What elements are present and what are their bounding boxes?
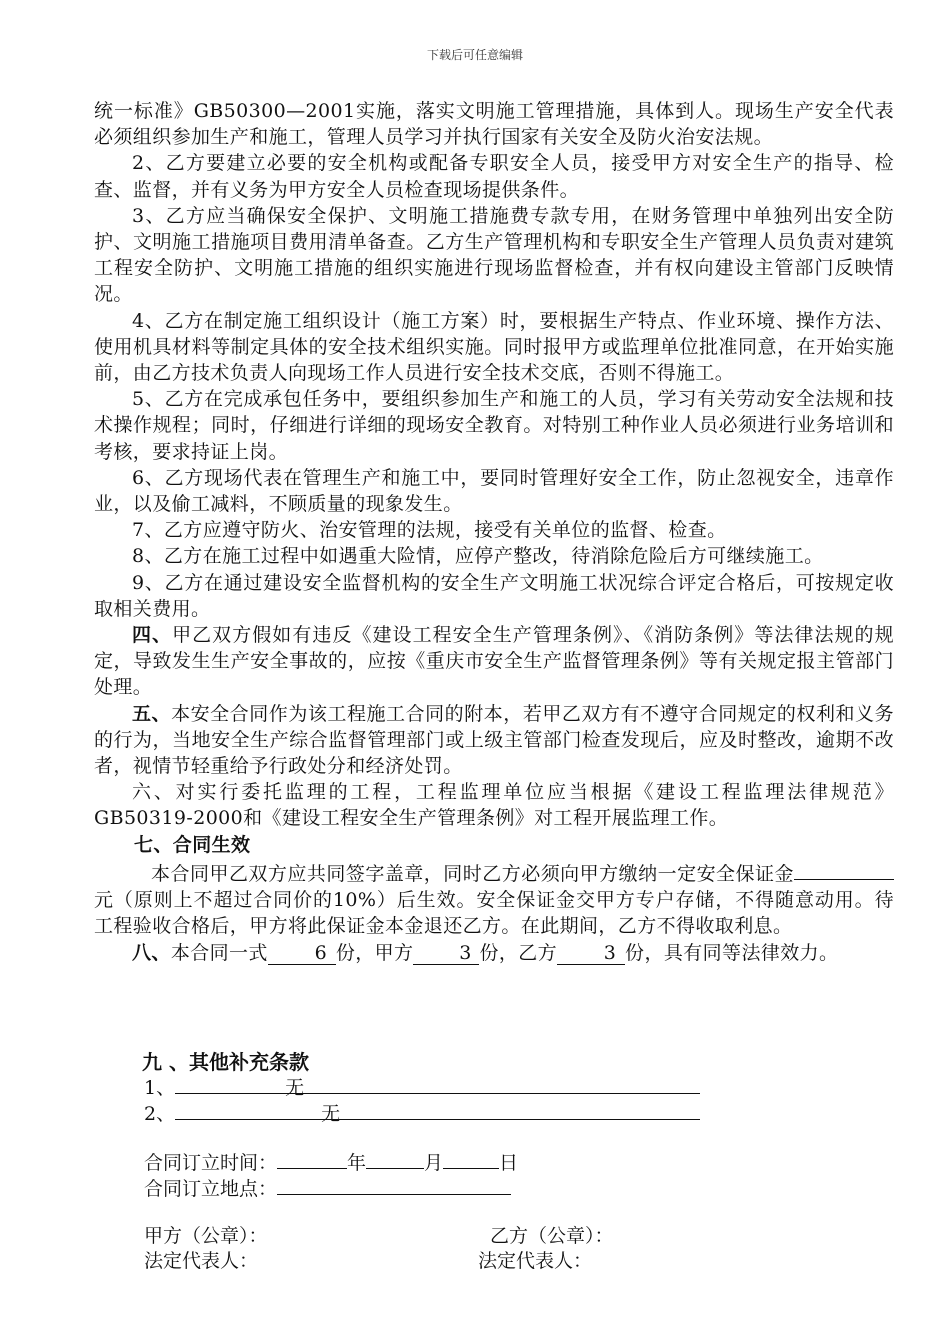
paragraph-item-9: 9、乙方在通过建设安全监督机构的安全生产文明施工状况综合评定合格后，可按规定收取相关费用。 <box>94 571 894 620</box>
supplement-item-2-line <box>175 1099 700 1125</box>
party-b-seal: 乙方（公章）： <box>490 1225 614 1247</box>
copies-text-c: 份，乙方 <box>479 941 558 964</box>
paragraph-standards: 统一标准》GB50300—2001实施，落实文明施工管理措施，具体到人。现场生产安全代表必须组织参加生产和施工，管理人员学习并执行国家有关安全及防火治安法规。 <box>94 100 894 149</box>
deposit-text-a: 本合同甲乙双方应共同签字盖章，同时乙方必须向甲方缴纳一定安全保证金 <box>151 862 794 885</box>
paragraph-section-5 <box>94 701 894 780</box>
deposit-text-b: 元（原则上不超过合同价的10%）后生效。安全保证金交甲方专户存储，不得随意动用。待工程验收合格后，甲方将此保证金本金退还乙方。在此期间，乙方不得收取利息。 <box>94 889 894 938</box>
month-label: 月 <box>424 1152 444 1174</box>
year-label: 年 <box>347 1152 367 1174</box>
copies-text-a: 本合同一式 <box>170 941 268 964</box>
party-a-seal: 甲方（公章）： <box>144 1225 268 1247</box>
paragraph-item-3: 3、乙方应当确保安全保护、文明施工措施费专款专用，在财务管理中单独列出安全防护、文明施工措施项目费用清单备查。乙方生产管理机构和专职安全生产管理人员负责对建筑工程安全防护、文明施工措施的组织实施进行现场监督检查，并有权向建设主管部门反映情况。 <box>94 204 894 306</box>
paragraph-item-8: 8、乙方在施工过程中如遇重大险情，应停产整改，待消除危险后方可继续施工。 <box>132 545 824 568</box>
paragraph-deposit <box>94 858 894 940</box>
supplement-item-1-label: 1、 <box>144 1077 176 1099</box>
section-4-number: 四、 <box>132 624 173 647</box>
section-4-text: 甲乙双方假如有违反《建设工程安全生产管理条例》、《消防条例》等法律法规的规定，导致发生生产安全事故的，应按《重庆市安全生产监督管理条例》等有关规定报主管部门处理。 <box>94 624 894 699</box>
supplement-item-1-line <box>175 1073 700 1099</box>
supplement-item-2 <box>144 1099 700 1126</box>
supplement-item-2-label: 2、 <box>144 1103 176 1125</box>
signing-time-label: 合同订立时间： <box>144 1152 278 1174</box>
party-a-representative: 法定代表人： <box>144 1250 259 1272</box>
signing-place-label: 合同订立地点： <box>144 1178 278 1200</box>
place-blank <box>277 1174 511 1195</box>
party-b-representative: 法定代表人： <box>478 1250 593 1272</box>
page-header: 下载后可任意编辑 <box>426 48 523 62</box>
supplement-item-1 <box>144 1073 700 1100</box>
signing-time-row <box>144 1148 518 1175</box>
section-5-text: 本安全合同作为该工程施工合同的附本，若甲乙双方有不遵守合同规定的权利和义务的行为，当地安全生产综合监督管理部门或上级主管部门检查发现后，应及时整改，逾期不改者，视情节轻重给予行政处分和经济处罚。 <box>94 702 894 778</box>
supplement-item-1-value: 无 <box>285 1077 305 1099</box>
party-b-copies: 3 <box>557 943 625 965</box>
supplement-item-2-value: 无 <box>321 1103 341 1125</box>
paragraph-item-4: 4、乙方在制定施工组织设计（施工方案）时，要根据生产特点、作业环境、操作方法、使用机具材料等制定具体的安全技术组织实施。同时报甲方或监理单位批准同意，在开始实施前，由乙方技术负责人向现场工作人员进行安全技术交底，否则不得施工。 <box>94 309 894 385</box>
paragraph-section-6: 六、对实行委托监理的工程，工程监理单位应当根据《建设工程监理法律规范》GB50319-2000和《建设工程安全生产管理条例》对工程开展监理工作。 <box>94 781 894 830</box>
section-8-number: 八、 <box>132 941 171 964</box>
section-7-heading: 七、合同生效 <box>134 833 251 856</box>
paragraph-item-2: 2、乙方要建立必要的安全机构或配备专职安全人员，接受甲方对安全生产的指导、检查、监督，并有义务为甲方安全人员检查现场提供条件。 <box>94 152 894 201</box>
month-blank <box>366 1148 424 1169</box>
section-5-number: 五、 <box>132 702 172 725</box>
day-label: 日 <box>499 1152 519 1174</box>
signing-place-row <box>144 1174 511 1201</box>
paragraph-section-4 <box>94 622 894 701</box>
contract-body <box>94 98 894 966</box>
copies-text-b: 份，甲方 <box>335 941 414 964</box>
paragraph-section-8 <box>94 940 894 966</box>
day-blank <box>443 1148 499 1169</box>
paragraph-item-7: 7、乙方应遵守防火、治安管理的法规，接受有关单位的监督、检查。 <box>132 519 727 542</box>
total-copies: 6 <box>268 943 336 965</box>
paragraph-item-6: 6、乙方现场代表在管理生产和施工中，要同时管理好安全工作，防止忽视安全，违章作业，以及偷工减料，不顾质量的现象发生。 <box>94 466 894 516</box>
section-9-heading: 九 、其他补充条款 <box>142 1050 309 1074</box>
copies-text-d: 份，具有同等法律效力。 <box>625 941 839 964</box>
paragraph-item-5: 5、乙方在完成承包任务中，要组织参加生产和施工的人员，学习有关劳动安全法规和技术操作规程；同时，仔细进行详细的现场安全教育。对特别工种作业人员必须进行业务培训和考核，要求持证上岗。 <box>94 388 894 463</box>
party-a-copies: 3 <box>413 943 479 965</box>
year-blank <box>277 1148 347 1169</box>
deposit-amount-blank <box>794 858 894 880</box>
